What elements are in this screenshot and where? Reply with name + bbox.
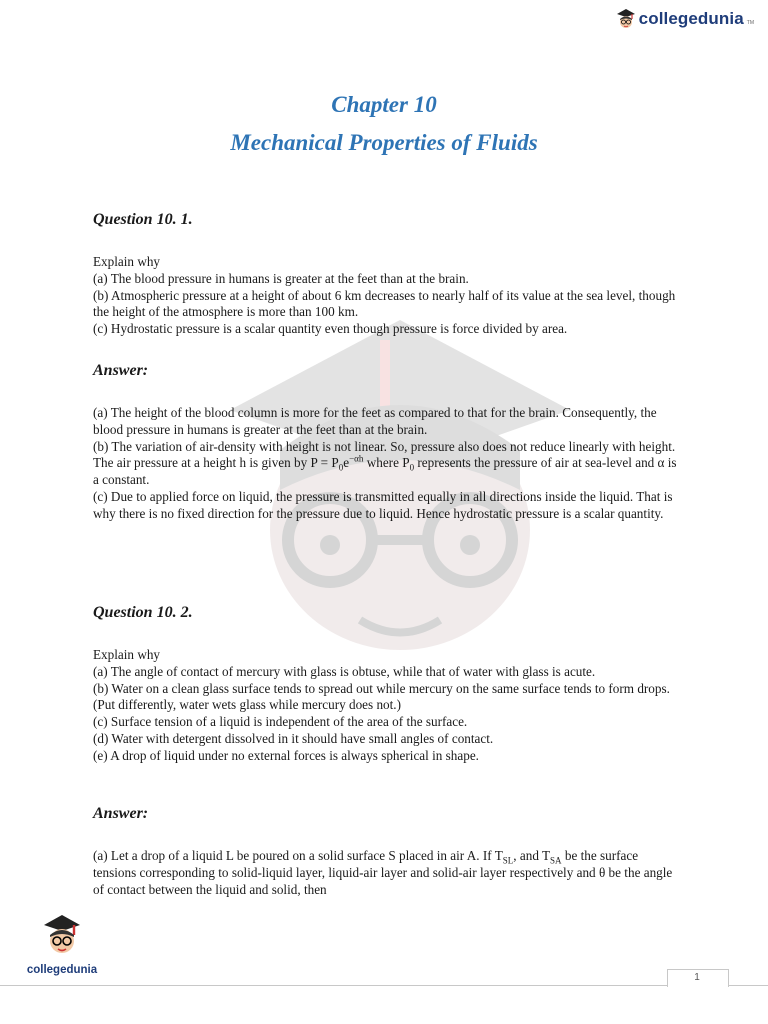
- question-1-heading: Question 10. 1.: [93, 211, 193, 228]
- question-1-text: [93, 254, 683, 338]
- brand-name: collegedunia: [638, 9, 744, 28]
- trademark-mark: TM: [746, 20, 754, 26]
- answer-1-text: [93, 405, 683, 523]
- question-line: (e) A drop of liquid under no external forces is always spherical in shape.: [93, 747, 479, 763]
- question-line: (c) Surface tension of a liquid is independent of the area of the surface.: [93, 714, 468, 730]
- question-2-text: [93, 647, 683, 765]
- page-number: 1: [694, 972, 700, 983]
- question-line: (b) Water on a clean glass surface tends to spread out while mercury on the same surface tends to form drops. (Put differently, water wets glass while mercury does not.): [93, 680, 670, 713]
- answer-2-heading: Answer:: [93, 805, 149, 822]
- chapter-subtitle: Mechanical Properties of Fluids: [230, 130, 538, 155]
- footer-logo: [22, 913, 102, 976]
- mascot-logo-icon: [616, 8, 636, 30]
- question-line: (d) Water with detergent dissolved in it should have small angles of contact.: [93, 730, 494, 746]
- question-line: (a) The angle of contact of mercury with glass is obtuse, while that of water with glass is acute.: [93, 663, 596, 679]
- question-2-heading: Question 10. 2.: [93, 604, 193, 621]
- question-line: Explain why: [93, 254, 161, 269]
- answer-2-text: [93, 848, 683, 898]
- question-line: Explain why: [93, 647, 161, 662]
- question-line: (b) Atmospheric pressure at a height of about 6 km decreases to nearly half of its value at the sea level, though the height of the atmosphere is more than 100 km.: [93, 287, 676, 320]
- question-line: (a) The blood pressure in humans is greater at the feet than at the brain.: [93, 270, 469, 286]
- answer-part-c: (c) Due to applied force on liquid, the pressure is transmitted equally in all directions inside the liquid. That is why there is no fixed direction for the pressure due to liquid. Hence hydrostatic pressure is a scalar quantity.: [93, 488, 673, 521]
- answer-part-a: (a) The height of the blood column is more for the feet as compared to that for the brain. Consequently, the blood pressure in humans is greater at the feet than at the brain.: [93, 405, 657, 437]
- chapter-title: Chapter 10: [331, 92, 437, 117]
- answer-part-a: (a) Let a drop of a liquid L be poured on a solid surface S placed in air A. If $T_{SL}$, and $T_{SA}$ be the surface tensions corresponding to solid-liquid layer, liquid-air layer and solid-air layer respectively and θ be the angle of contact between the liquid and solid, then: [93, 848, 673, 897]
- footer-brand-name: collegedunia: [26, 964, 98, 976]
- answer-1-heading: Answer:: [93, 362, 149, 379]
- answer-part-b: (b) The variation of air-density with height is not linear. So, pressure also does not reduce linearly with height. The air pressure at a height h is given by $P = P_0e^{-\alpha h}$ where $P_0$ represents the pressure of air at sea-level and α is a constant.: [93, 438, 677, 488]
- header-logo: [616, 8, 754, 30]
- footer-divider: [0, 985, 768, 986]
- mascot-logo-icon: [41, 913, 83, 957]
- question-line: (c) Hydrostatic pressure is a scalar quantity even though pressure is force divided by area.: [93, 321, 568, 337]
